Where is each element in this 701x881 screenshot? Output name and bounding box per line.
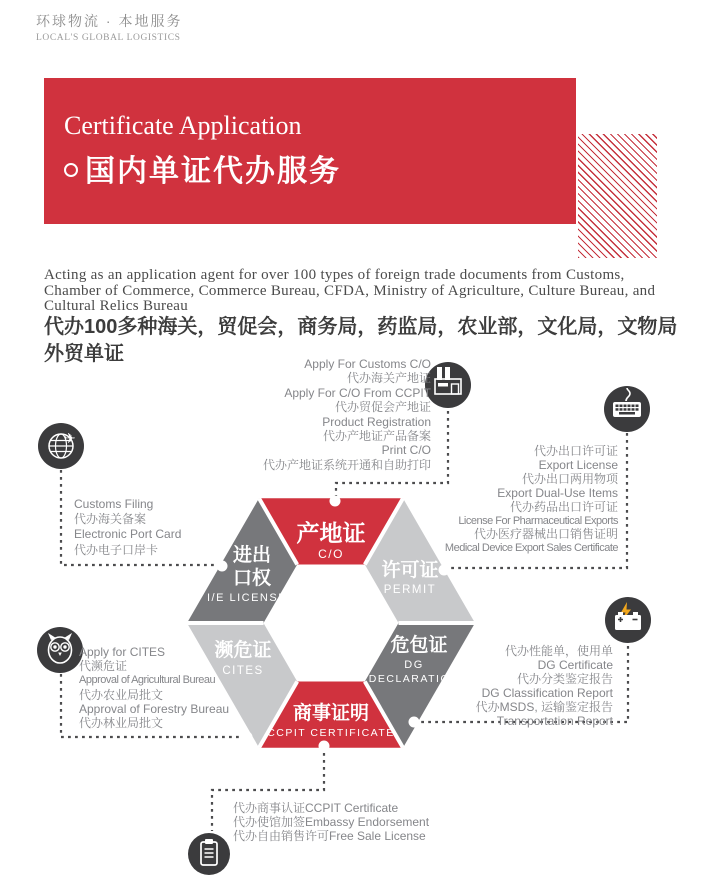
list-item: Apply For Customs C/O [304, 357, 431, 371]
list-item: Apply for CITES [79, 645, 166, 659]
list-item: Approval of Forestry Bureau [79, 701, 230, 716]
co-service-list [263, 357, 431, 472]
connector-dot [409, 717, 420, 728]
cites-service-list [79, 645, 229, 730]
dg-service-list [476, 645, 613, 728]
banner-title-cn: 国内单证代办服务 [85, 155, 341, 188]
list-item: 代办贸促会产地证 [334, 400, 431, 415]
connector-dot [217, 561, 228, 572]
hex-label-ccpit-en: CCPIT CERTIFICATE [267, 727, 395, 739]
hex-label-dg-en2: DECLARATION [368, 673, 460, 685]
battery-icon [605, 597, 651, 643]
list-item: DG Certificate [537, 657, 613, 672]
owl-icon [37, 627, 83, 673]
factory-icon [425, 362, 471, 408]
connector-dot [319, 741, 330, 752]
list-item: 代办分类鉴定报告 [516, 671, 613, 686]
ccpit-service-list [233, 802, 429, 844]
intro-heading-cn: 代办100多种海关，贸促会，商务局，药监局，农业部，文化局，文物局外贸单证 [44, 316, 678, 365]
list-item: 代办林业局批文 [79, 716, 164, 731]
list-item: Apply For C/O From CCPIT [284, 385, 431, 400]
permit-service-list [445, 445, 618, 556]
hex-label-ie-cn2: 口权 [232, 568, 272, 589]
list-item: 代办农业局批文 [79, 687, 164, 702]
list-item: Export License [538, 457, 618, 472]
banner-title-en: Certificate Application [64, 111, 302, 140]
list-item: 代办医疗器械出口销售证明 [473, 527, 618, 542]
brand-name-cn: 环球物流 · 本地服务 [36, 13, 183, 29]
list-item: 代办出口两用物项 [521, 471, 618, 486]
list-item: Export Dual-Use Items [497, 485, 618, 500]
globe-plane-icon [38, 423, 84, 469]
hex-label-ccpit-cn: 商事证明 [292, 703, 370, 724]
connector-dot [242, 732, 253, 743]
list-item: 代办产地证系统开通和自助打印 [262, 457, 431, 472]
hex-label-cites-en: CITES [222, 665, 264, 677]
list-item: DG Classification Report [481, 685, 613, 700]
hex-label-dg-cn: 危包证 [390, 635, 448, 656]
ie-service-list [74, 497, 181, 558]
list-item: License For Pharmaceutical Exports [458, 514, 618, 527]
list-item: Transportation Report [496, 713, 613, 728]
list-item: Electronic Port Card [74, 527, 182, 542]
list-item: Customs Filing [74, 497, 154, 511]
hex-label-co-en: C/O [318, 547, 344, 561]
list-item: 代办MSDS, 运输鉴定报告 [475, 699, 613, 714]
hex-label-ie-cn1: 进出 [232, 545, 272, 566]
clipboard-icon [188, 833, 230, 875]
list-item: 代办出口许可证 [533, 444, 618, 458]
hex-label-ie-en: I/E LICENSE [206, 592, 288, 604]
hex-label-co-cn: 产地证 [296, 520, 366, 546]
svg-text:✈: ✈ [64, 430, 76, 446]
list-item: 代办产地证产品备案 [322, 429, 431, 444]
list-item: Medical Device Export Sales Certificate [444, 542, 618, 555]
hex-label-cites-cn: 濒危证 [214, 640, 272, 661]
list-item: 代办性能单，使用单 [504, 644, 613, 658]
list-item: Print C/O [381, 443, 431, 458]
list-item: 代办使馆加签Embassy Endorsement [233, 814, 430, 829]
connector-dot [330, 496, 341, 507]
connector-dot [439, 565, 450, 576]
list-item: Product Registration [322, 414, 431, 429]
hex-label-permit-en: PERMIT [383, 584, 437, 596]
list-item: 代办药品出口许可证 [509, 499, 618, 514]
keyboard-icon [604, 386, 650, 432]
list-item: Approval of Agricultural Bureau [79, 674, 216, 687]
hex-label-permit-cn: 许可证 [381, 560, 439, 581]
intro-paragraph-en: Acting as an application agent for over 100 types of foreign trade documents from Customs, Chamber of Commerce, Commerce Bureau, CFDA, Ministry of Agriculture, Culture Bureau, and Cultural Relics Bureau [44, 267, 656, 314]
list-item: 代濒危证 [79, 659, 128, 674]
brand-name-en: LOCAL'S GLOBAL LOGISTICS [36, 33, 181, 43]
list-item: 代办商事认证CCPIT Certificate [233, 801, 399, 815]
hex-label-dg-en1: DG [404, 659, 424, 671]
list-item: 代办自由销售许可Free Sale License [233, 828, 426, 843]
list-item: 代办电子口岸卡 [74, 542, 159, 557]
list-item: 代办海关产地证 [346, 371, 431, 386]
list-item: 代办海关备案 [74, 512, 147, 527]
